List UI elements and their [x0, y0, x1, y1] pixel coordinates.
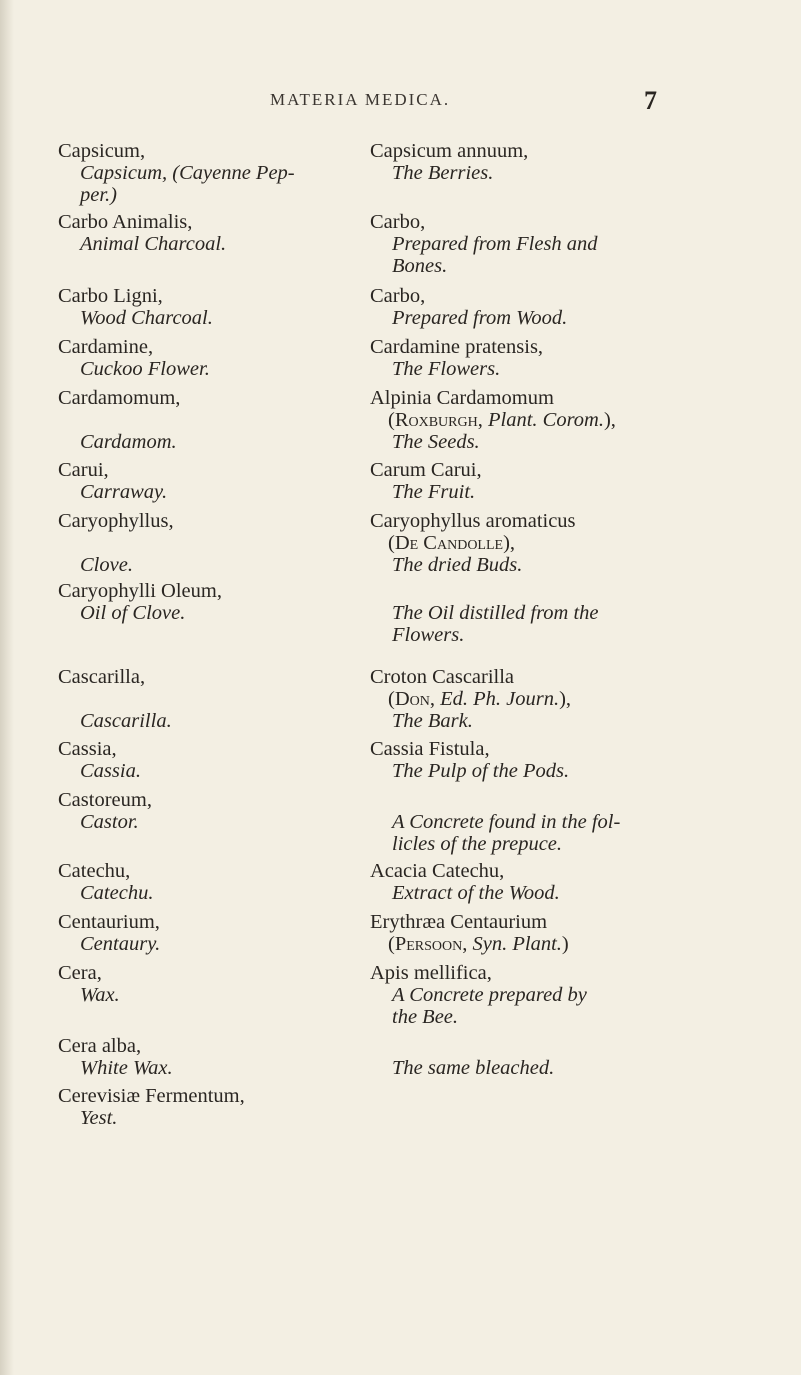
source-name: Alpinia Cardamomum: [370, 387, 554, 409]
source-name: Acacia Catechu,: [370, 860, 505, 882]
latin-name: Cascarilla,: [58, 666, 146, 688]
english-name: Wood Charcoal.: [80, 307, 213, 329]
authority-name: Roxburgh,: [394, 409, 483, 431]
english-name: Cassia.: [80, 760, 141, 782]
entry-right-centaurium: Erythræa Centaurium (Persoon, Syn. Plant.): [370, 911, 690, 955]
latin-name: Carbo Animalis,: [58, 211, 193, 233]
part-used: The Seeds.: [392, 431, 480, 453]
latin-name: Cassia,: [58, 738, 117, 760]
authority-ref: Plant. Corom.: [487, 409, 604, 431]
part-used: Prepared from Flesh and: [392, 233, 598, 255]
part-used: Extract of the Wood.: [392, 882, 560, 904]
entry-right-cardamine: [370, 336, 690, 380]
latin-name: Cardamomum,: [58, 387, 181, 409]
source-name: Caryophyllus aromaticus: [370, 510, 576, 532]
part-used: A Concrete prepared by: [392, 984, 587, 1006]
english-name: Cardamom.: [80, 431, 177, 453]
english-name: Cascarilla.: [80, 710, 172, 732]
part-used: The Flowers.: [392, 358, 501, 380]
authority-name: Don,: [394, 688, 435, 710]
entry-left-cardamine: [58, 336, 316, 380]
entry-right-caryophyllus: Caryophyllus aromaticus (De Candolle), The dried Buds.: [370, 510, 690, 576]
english-name: White Wax.: [80, 1057, 173, 1079]
latin-name: Capsicum,: [58, 140, 146, 162]
entry-right-carui: [370, 459, 690, 503]
entry-left-catechu: [58, 860, 316, 904]
entry-right-cassia: [370, 738, 690, 782]
english-name-cont: per.): [80, 184, 118, 206]
page-number: 7: [644, 86, 657, 115]
latin-name: Cera alba,: [58, 1035, 142, 1057]
entry-left-cardamomum: [58, 387, 316, 453]
entry-left-carbo-ligni: [58, 285, 316, 329]
authority-ref: Ed. Ph. Journ.: [440, 688, 560, 710]
entry-left-caryophylli-oleum: [58, 580, 316, 624]
latin-name: Castoreum,: [58, 789, 152, 811]
part-used: The Fruit.: [392, 481, 476, 503]
english-name: Yest.: [80, 1107, 118, 1129]
part-used: Prepared from Wood.: [392, 307, 568, 329]
source-name: Capsicum annuum,: [370, 140, 529, 162]
english-name: Animal Charcoal.: [80, 233, 227, 255]
entry-left-cera: [58, 962, 316, 1006]
part-used: The same bleached.: [392, 1057, 555, 1079]
part-used: The Pulp of the Pods.: [392, 760, 570, 782]
source-name: Cardamine pratensis,: [370, 336, 544, 358]
english-name: Capsicum, (Cayenne Pep-: [80, 162, 295, 184]
entry-left-castoreum: [58, 789, 316, 833]
english-name: Centaury.: [80, 933, 161, 955]
part-used: The Oil distilled from the: [392, 602, 599, 624]
latin-name: Centaurium,: [58, 911, 160, 933]
part-used: The dried Buds.: [392, 554, 523, 576]
running-header: [0, 86, 801, 120]
entry-right-cera: [370, 962, 690, 1028]
entry-left-cera-alba: [58, 1035, 316, 1079]
entry-right-carbo-ligni: [370, 285, 690, 329]
latin-name: Carui,: [58, 459, 109, 481]
entry-left-cerevisiae-fermentum: [58, 1085, 316, 1129]
page-edge-shadow: [0, 0, 14, 1375]
english-name: Oil of Clove.: [80, 602, 186, 624]
entry-right-cardamomum: Alpinia Cardamomum (Roxburgh, Plant. Corom.), The Seeds.: [370, 387, 690, 453]
entry-right-caryophylli-oleum: [370, 602, 690, 646]
part-used-cont: Flowers.: [392, 624, 465, 646]
part-used: A Concrete found in the fol-: [392, 811, 621, 833]
source-name: Carbo,: [370, 285, 426, 307]
source-name: Cassia Fistula,: [370, 738, 490, 760]
entry-left-cassia: [58, 738, 316, 782]
source-name: Carbo,: [370, 211, 426, 233]
entry-left-caryophyllus: [58, 510, 316, 576]
latin-name: Caryophylli Oleum,: [58, 580, 222, 602]
part-used: The Berries.: [392, 162, 494, 184]
latin-name: Cera,: [58, 962, 102, 984]
authority-name: De Candolle: [394, 532, 504, 554]
entry-left-capsicum: [58, 140, 316, 206]
entry-left-cascarilla: [58, 666, 316, 732]
english-name: Castor.: [80, 811, 139, 833]
latin-name: Catechu,: [58, 860, 131, 882]
english-name: Clove.: [80, 554, 133, 576]
entry-right-cascarilla: Croton Cascarilla (Don, Ed. Ph. Journ.), The Bark.: [370, 666, 690, 732]
entry-right-cera-alba: [370, 1057, 690, 1079]
entry-left-carbo-animalis: [58, 211, 316, 255]
source-name: Erythræa Centaurium: [370, 911, 548, 933]
source-name: Apis mellifica,: [370, 962, 492, 984]
part-used-cont: licles of the prepuce.: [392, 833, 563, 855]
source-name: Carum Carui,: [370, 459, 482, 481]
authority-ref: Syn. Plant.: [472, 933, 562, 955]
latin-name: Carbo Ligni,: [58, 285, 163, 307]
part-used-cont: Bones.: [392, 255, 448, 277]
entry-right-castoreum: [370, 811, 690, 855]
english-name: Catechu.: [80, 882, 154, 904]
entry-right-capsicum: [370, 140, 690, 184]
authority-name: Persoon,: [394, 933, 468, 955]
header-title: MATERIA MEDICA.: [270, 90, 451, 109]
english-name: Wax.: [80, 984, 120, 1006]
latin-name: Cerevisiæ Fermentum,: [58, 1085, 245, 1107]
entry-left-centaurium: [58, 911, 316, 955]
entry-left-carui: [58, 459, 316, 503]
part-used: The Bark.: [392, 710, 473, 732]
source-name: Croton Cascarilla: [370, 666, 515, 688]
entry-right-catechu: [370, 860, 690, 904]
part-used-cont: the Bee.: [392, 1006, 459, 1028]
english-name: Carraway.: [80, 481, 168, 503]
entry-right-carbo-animalis: [370, 211, 690, 277]
latin-name: Cardamine,: [58, 336, 154, 358]
latin-name: Caryophyllus,: [58, 510, 174, 532]
english-name: Cuckoo Flower.: [80, 358, 210, 380]
